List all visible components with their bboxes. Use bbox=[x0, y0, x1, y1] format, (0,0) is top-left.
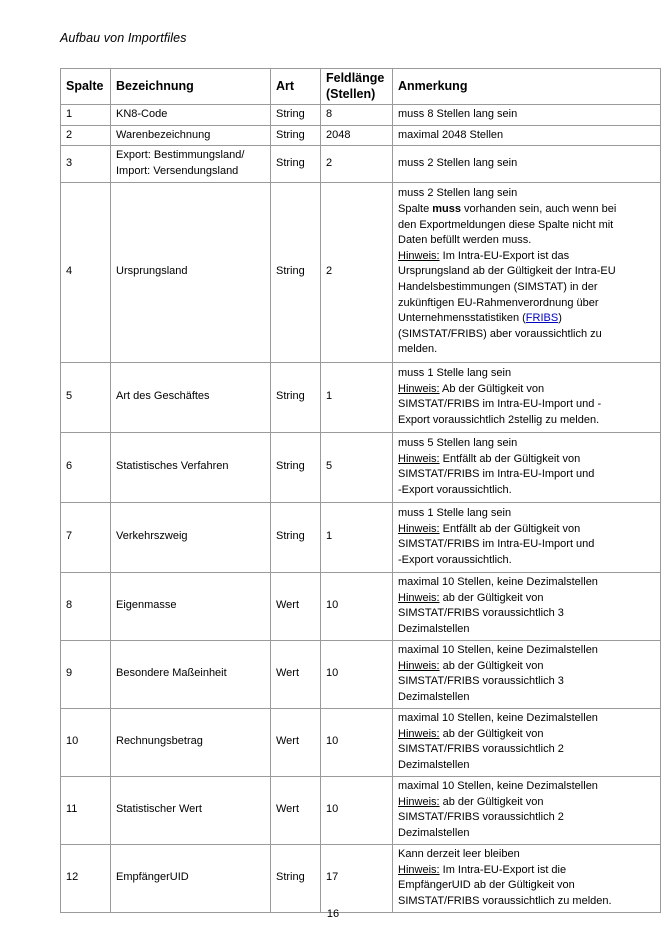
cell-spalte: 11 bbox=[61, 776, 111, 844]
cell-bezeichnung: Art des Geschäftes bbox=[111, 362, 271, 432]
cell-art: String bbox=[271, 182, 321, 362]
cell-feldlaenge: 1 bbox=[321, 502, 393, 572]
cell-bezeichnung-line2: Import: Versendungsland bbox=[116, 165, 239, 178]
column-header-feldlaenge bbox=[321, 69, 393, 105]
cell-art: String bbox=[271, 362, 321, 432]
hinweis-label: Hinweis: bbox=[398, 249, 440, 262]
column-header-feldlaenge-line2: (Stellen) bbox=[326, 86, 376, 101]
cell-bezeichnung: Ursprungsland bbox=[111, 182, 271, 362]
table-body bbox=[61, 105, 661, 912]
anmerkung-line: SIMSTAT/FRIBS voraussichtlich zu melden. bbox=[398, 894, 612, 907]
anmerkung-line: maximal 2048 Stellen bbox=[398, 128, 504, 141]
table-row bbox=[61, 640, 661, 708]
table-row bbox=[61, 708, 661, 776]
cell-anmerkung bbox=[393, 182, 661, 362]
cell-bezeichnung: Rechnungsbetrag bbox=[111, 708, 271, 776]
cell-art: Wert bbox=[271, 572, 321, 640]
cell-bezeichnung: Besondere Maßeinheit bbox=[111, 640, 271, 708]
cell-anmerkung bbox=[393, 146, 661, 182]
anmerkung-line: Hinweis: ab der Gültigkeit von bbox=[398, 659, 544, 672]
cell-feldlaenge: 10 bbox=[321, 572, 393, 640]
anmerkung-line: zukünftigen EU-Rahmenverordnung über bbox=[398, 296, 599, 309]
hinweis-label: Hinweis: bbox=[398, 522, 440, 535]
page-title: Aufbau von Importfiles bbox=[60, 31, 187, 45]
anmerkung-line: muss 2 Stellen lang sein bbox=[398, 157, 518, 170]
page-number: 16 bbox=[326, 908, 340, 918]
table-row bbox=[61, 362, 661, 432]
cell-feldlaenge: 2 bbox=[321, 146, 393, 182]
anmerkung-line: melden. bbox=[398, 343, 438, 356]
emphasis-word: muss bbox=[432, 202, 461, 215]
cell-anmerkung bbox=[393, 708, 661, 776]
anmerkung-line: maximal 10 Stellen, keine Dezimalstellen bbox=[398, 643, 598, 656]
cell-art: String bbox=[271, 125, 321, 146]
table-row bbox=[61, 432, 661, 502]
cell-anmerkung bbox=[393, 640, 661, 708]
cell-anmerkung bbox=[393, 125, 661, 146]
anmerkung-line: Hinweis: Entfällt ab der Gültigkeit von bbox=[398, 452, 581, 465]
anmerkung-line: Handelsbestimmungen (SIMSTAT) in der bbox=[398, 280, 598, 293]
anmerkung-line: muss 1 Stelle lang sein bbox=[398, 506, 512, 519]
cell-bezeichnung: Statistischer Wert bbox=[111, 776, 271, 844]
anmerkung-line: Kann derzeit leer bleiben bbox=[398, 847, 520, 860]
anmerkung-line: -Export voraussichtlich. bbox=[398, 553, 512, 566]
cell-art: String bbox=[271, 502, 321, 572]
anmerkung-line: Hinweis: Im Intra-EU-Export ist die bbox=[398, 863, 567, 876]
cell-feldlaenge: 10 bbox=[321, 708, 393, 776]
anmerkung-line: SIMSTAT/FRIBS voraussichtlich 2 bbox=[398, 743, 564, 756]
cell-art: Wert bbox=[271, 708, 321, 776]
anmerkung-line: Ursprungsland ab der Gültigkeit der Intra-EU bbox=[398, 265, 616, 278]
anmerkung-line: EmpfängerUID ab der Gültigkeit von bbox=[398, 879, 575, 892]
cell-anmerkung bbox=[393, 844, 661, 912]
cell-bezeichnung: KN8-Code bbox=[111, 105, 271, 126]
column-header-bezeichnung: Bezeichnung bbox=[111, 69, 271, 105]
cell-anmerkung bbox=[393, 432, 661, 502]
table-row bbox=[61, 502, 661, 572]
column-header-art: Art bbox=[271, 69, 321, 105]
cell-feldlaenge: 1 bbox=[321, 362, 393, 432]
cell-art: String bbox=[271, 432, 321, 502]
table-row bbox=[61, 844, 661, 912]
cell-feldlaenge: 2 bbox=[321, 182, 393, 362]
column-header-anmerkung: Anmerkung bbox=[393, 69, 661, 105]
cell-spalte: 7 bbox=[61, 502, 111, 572]
column-header-feldlaenge-line1: Feldlänge bbox=[326, 71, 385, 85]
anmerkung-line: SIMSTAT/FRIBS im Intra-EU-Import und bbox=[398, 468, 595, 481]
cell-feldlaenge: 10 bbox=[321, 776, 393, 844]
anmerkung-line: Hinweis: ab der Gültigkeit von bbox=[398, 727, 544, 740]
anmerkung-line: SIMSTAT/FRIBS voraussichtlich 3 bbox=[398, 675, 564, 688]
anmerkung-line: SIMSTAT/FRIBS im Intra-EU-Import und bbox=[398, 538, 595, 551]
anmerkung-line: Dezimalstellen bbox=[398, 758, 470, 771]
cell-feldlaenge: 8 bbox=[321, 105, 393, 126]
anmerkung-line: Export voraussichtlich 2stellig zu melden. bbox=[398, 413, 600, 426]
table-row bbox=[61, 776, 661, 844]
anmerkung-line: Daten befüllt werden muss. bbox=[398, 234, 532, 247]
cell-anmerkung bbox=[393, 502, 661, 572]
cell-bezeichnung bbox=[111, 146, 271, 182]
cell-spalte: 6 bbox=[61, 432, 111, 502]
cell-bezeichnung: Warenbezeichnung bbox=[111, 125, 271, 146]
hinweis-label: Hinweis: bbox=[398, 591, 440, 604]
anmerkung-line: SIMSTAT/FRIBS voraussichtlich 3 bbox=[398, 607, 564, 620]
anmerkung-line: Hinweis: Entfällt ab der Gültigkeit von bbox=[398, 522, 581, 535]
anmerkung-line: muss 1 Stelle lang sein bbox=[398, 366, 512, 379]
cell-spalte: 1 bbox=[61, 105, 111, 126]
column-header-spalte: Spalte bbox=[61, 69, 111, 105]
hinweis-label: Hinweis: bbox=[398, 382, 440, 395]
cell-bezeichnung: Verkehrszweig bbox=[111, 502, 271, 572]
table-row bbox=[61, 105, 661, 126]
anmerkung-line: maximal 10 Stellen, keine Dezimalstellen bbox=[398, 779, 598, 792]
cell-spalte: 3 bbox=[61, 146, 111, 182]
table-row bbox=[61, 146, 661, 182]
anmerkung-line: Hinweis: ab der Gültigkeit von bbox=[398, 591, 544, 604]
anmerkung-line: Dezimalstellen bbox=[398, 622, 470, 635]
cell-bezeichnung: EmpfängerUID bbox=[111, 844, 271, 912]
anmerkung-line: muss 8 Stellen lang sein bbox=[398, 108, 518, 121]
cell-spalte: 2 bbox=[61, 125, 111, 146]
cell-feldlaenge: 10 bbox=[321, 640, 393, 708]
anmerkung-line: den Exportmeldungen diese Spalte nicht mit bbox=[398, 218, 614, 231]
cell-bezeichnung: Statistisches Verfahren bbox=[111, 432, 271, 502]
cell-spalte: 5 bbox=[61, 362, 111, 432]
cell-art: String bbox=[271, 146, 321, 182]
cell-feldlaenge: 17 bbox=[321, 844, 393, 912]
cell-feldlaenge: 2048 bbox=[321, 125, 393, 146]
anmerkung-line: maximal 10 Stellen, keine Dezimalstellen bbox=[398, 575, 598, 588]
fribs-link[interactable]: FRIBS bbox=[525, 312, 559, 325]
anmerkung-line: Hinweis: Ab der Gültigkeit von bbox=[398, 382, 545, 395]
anmerkung-line: Dezimalstellen bbox=[398, 690, 470, 703]
anmerkung-line: Spalte muss vorhanden sein, auch wenn bei bbox=[398, 202, 617, 215]
cell-anmerkung bbox=[393, 105, 661, 126]
cell-spalte: 12 bbox=[61, 844, 111, 912]
cell-anmerkung bbox=[393, 362, 661, 432]
hinweis-label: Hinweis: bbox=[398, 727, 440, 740]
anmerkung-line: Unternehmensstatistiken (FRIBS) bbox=[398, 312, 562, 325]
anmerkung-line: SIMSTAT/FRIBS im Intra-EU-Import und - bbox=[398, 398, 602, 411]
cell-art: Wert bbox=[271, 640, 321, 708]
cell-art: String bbox=[271, 844, 321, 912]
table-row bbox=[61, 572, 661, 640]
cell-feldlaenge: 5 bbox=[321, 432, 393, 502]
cell-art: Wert bbox=[271, 776, 321, 844]
cell-anmerkung bbox=[393, 572, 661, 640]
hinweis-label: Hinweis: bbox=[398, 452, 440, 465]
table-header bbox=[61, 69, 661, 105]
cell-spalte: 8 bbox=[61, 572, 111, 640]
cell-spalte: 4 bbox=[61, 182, 111, 362]
cell-art: String bbox=[271, 105, 321, 126]
anmerkung-line: muss 2 Stellen lang sein bbox=[398, 187, 518, 200]
table-header-row bbox=[61, 69, 661, 105]
anmerkung-line: Hinweis: Im Intra-EU-Export ist das bbox=[398, 249, 570, 262]
table-row bbox=[61, 125, 661, 146]
hinweis-label: Hinweis: bbox=[398, 795, 440, 808]
anmerkung-line: maximal 10 Stellen, keine Dezimalstellen bbox=[398, 711, 598, 724]
anmerkung-line: muss 5 Stellen lang sein bbox=[398, 436, 518, 449]
cell-spalte: 9 bbox=[61, 640, 111, 708]
cell-bezeichnung-line1: Export: Bestimmungsland/ bbox=[116, 149, 245, 162]
anmerkung-line: Dezimalstellen bbox=[398, 826, 470, 839]
table-row bbox=[61, 182, 661, 362]
anmerkung-line: (SIMSTAT/FRIBS) aber voraussichtlich zu bbox=[398, 327, 602, 340]
importfile-table bbox=[60, 68, 661, 913]
anmerkung-line: SIMSTAT/FRIBS voraussichtlich 2 bbox=[398, 811, 564, 824]
anmerkung-line: -Export voraussichtlich. bbox=[398, 483, 512, 496]
anmerkung-line: Hinweis: ab der Gültigkeit von bbox=[398, 795, 544, 808]
hinweis-label: Hinweis: bbox=[398, 659, 440, 672]
hinweis-label: Hinweis: bbox=[398, 863, 440, 876]
cell-anmerkung bbox=[393, 776, 661, 844]
cell-spalte: 10 bbox=[61, 708, 111, 776]
cell-bezeichnung: Eigenmasse bbox=[111, 572, 271, 640]
